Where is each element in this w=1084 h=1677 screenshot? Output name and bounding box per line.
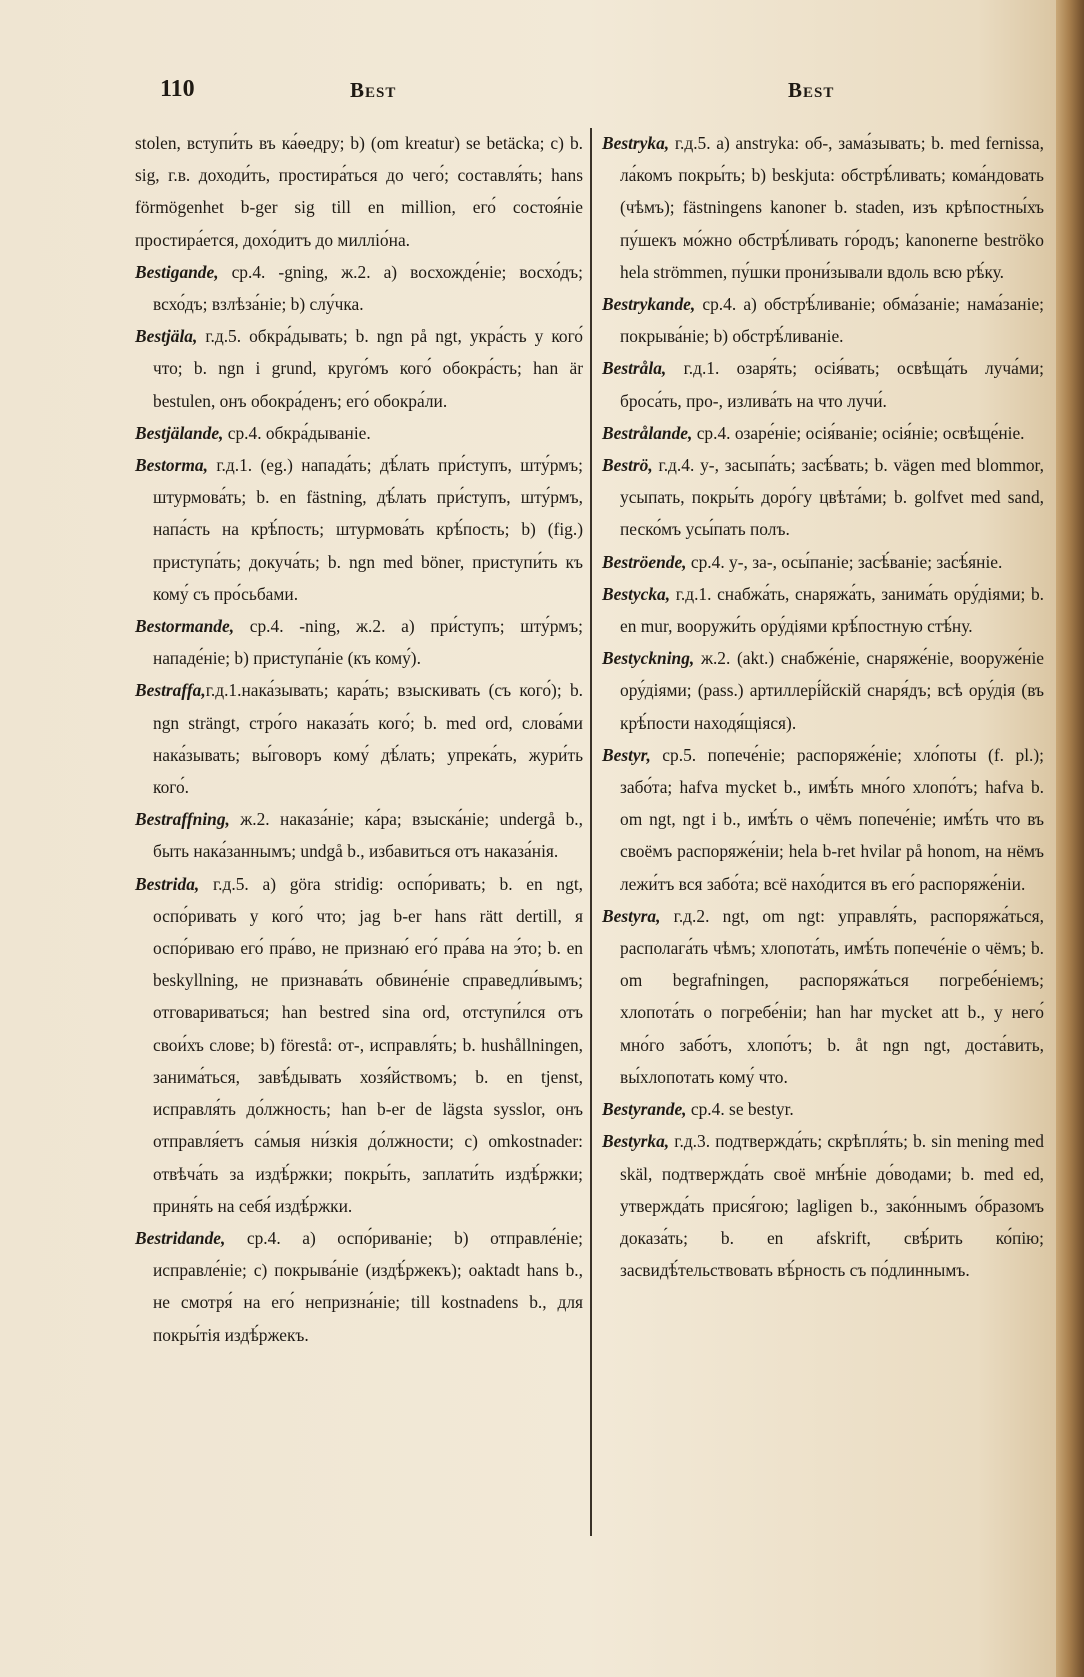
dictionary-entry: Beströ, г.д.4. у-, засыпа́ть; засѣ́вать; b. vägen med blommor, усыпать, покры́ть доро́гу цвѣта́ми; b. golfvet med sand, песко́мъ усы́пать полъ. <box>602 455 1044 540</box>
right-running-head: Best <box>788 78 835 102</box>
left-running-head: Best <box>350 78 397 102</box>
headword: Bestridande, <box>135 1227 226 1248</box>
headword: Bestyr, <box>602 744 651 765</box>
dictionary-entry: Bestjälande, ср.4. обкра́дываніе. <box>135 422 371 443</box>
left-column <box>135 127 583 1351</box>
dictionary-entry: Bestryka, г.д.5. а) anstryka: об-, зама́зывать; b. med fernissa, ла́комъ покры́ть; b) beskjuta: обстрѣ́ливать; кома́ндовать (чѣмъ); fästningens kanoner b. staden, изъ крѣпостны́хъ пу́шекъ мо́жно обстрѣ́ливать го́родъ; kanonerne beströko hela strömmen, пу́шки прони́зывали вдоль всю рѣ́ку. <box>602 133 1044 282</box>
dictionary-entry: Bestyra, г.д.2. ngt, om ngt: управля́ть, распоряжа́ться, располага́ть чѣмъ; хлопота́ть, имѣ́ть попече́ніе о чёмъ; b. om begrafningen, распоряжа́ться погребе́ніемъ; хлопота́ть о погребе́ніи; han har mycket att b., у него́ мно́го забо́тъ, хлопо́тъ; b. åt ngn ngt, доста́вить, вы́хлопотать кому́ что. <box>602 905 1044 1087</box>
headword: Bestyra, <box>602 905 661 926</box>
dictionary-entry: Bestråla, г.д.1. озаря́ть; осія́вать; освѣща́ть луча́ми; броса́ть, про-, излива́ть на что лучи́. <box>602 358 1044 411</box>
headword: Beströende, <box>602 551 687 572</box>
dictionary-entry: Bestrålande, ср.4. озаре́ніе; осія́ваніе; осія́ніе; освѣще́ніе. <box>602 422 1025 443</box>
column-divider <box>590 128 592 1536</box>
headword: Bestigande, <box>135 261 219 282</box>
dictionary-entry: Bestyr, ср.5. попече́ніе; распоряже́ніе; хло́поты (f. pl.); забо́та; hafva mycket b., имѣ́ть мно́го хлопо́тъ; hafva b. om ngt, ngt i b., имѣ́ть о чёмъ попече́ніе; имѣ́ть что въ своёмъ распоряже́ніи; hela b-ret hvilar på honom, на нёмъ лежи́тъ вся забо́та; всё нахо́дится въ его́ распоряже́ніи. <box>602 744 1044 894</box>
dictionary-entry: Beströende, ср.4. у-, за-, осы́паніе; засѣ́ваніе; засѣ́яніе. <box>602 551 1003 572</box>
dictionary-entry: Bestjäla, г.д.5. обкра́дывать; b. ngn på ngt, укра́сть у кого́ что; b. ngn i grund, круго́мъ кого́ обокра́сть; han är bestulen, онъ обокра́денъ; его́ обокра́ли. <box>135 326 583 411</box>
headword: Bestyckning, <box>602 648 695 669</box>
headword: Bestraffning, <box>135 809 230 830</box>
headword: Bestyrka, <box>602 1131 670 1152</box>
dictionary-entry: Bestridande, ср.4. а) оспо́риваніе; b) отправле́ніе; исправле́ніе; c) покрыва́ніе (издѣ́ржекъ); oaktadt hans b., не смотря́ на его́ непризна́ніе; till kostnadens b., для покры́тія издѣ́ржекъ. <box>135 1227 583 1345</box>
dictionary-entry: Bestyrka, г.д.3. подтвержда́ть; скрѣпля́ть; b. sin mening med skäl, подтвержда́ть своё мнѣ́ніе до́водами; b. med ed, утвержда́ть прися́гою; lagligen b., зако́ннымъ о́бразомъ доказа́ть; b. en afskrift, свѣ́рить ко́пію; засвидѣ́тельствовать вѣ́рность съ по́длиннымъ. <box>602 1131 1044 1281</box>
headword: Bestråla, <box>602 358 667 379</box>
dictionary-entry: Bestraffning, ж.2. наказа́ніе; ка́ра; взыска́ніе; undergå b., быть нака́заннымъ; undgå b., избавиться отъ наказа́нія. <box>135 809 583 862</box>
dictionary-entry: Bestrykande, ср.4. а) обстрѣ́ливаніе; обма́заніе; нама́заніе; покрыва́ніе; b) обстрѣ́ливаніе. <box>602 294 1044 347</box>
dictionary-entry: Bestyrande, ср.4. se bestyr. <box>602 1099 794 1120</box>
headword: Bestrida, <box>135 873 200 894</box>
headword: Bestjälande, <box>135 422 224 443</box>
right-column <box>602 127 1044 1286</box>
dictionary-entry: Bestormande, ср.4. -ning, ж.2. а) при́ступъ; шту́рмъ; нападе́ніе; b) приступа́ніе (къ кому́). <box>135 616 583 669</box>
book-spine-edge <box>1056 0 1084 1677</box>
dictionary-entry: Bestrida, г.д.5. а) göra stridig: оспо́ривать; b. en ngt, оспо́ривать у кого́ что; jag b-er hans rätt dertill, я оспо́риваю его́ пра́во, не признаю́ его́ пра́ва на э́то; b. en beskyllning, не признава́ть обвине́ніе справедли́вымъ; отговариваться; han bestred sina ord, отступи́лся отъ свои́хъ слове; b) förestå: от-, исправля́ть; b. hushållningen, занима́ться, завѣ́дывать хозя́йствомъ; b. en tjenst, исправля́ть до́лжность; han b-er de lägsta sysslor, онъ отправля́етъ са́мыя ни́зкія до́лжности; c) omkostnader: отвѣча́ть за издѣ́ржки; покры́ть, заплати́ть издѣ́ржки; приня́ть на себя́ издѣ́ржки. <box>135 873 583 1216</box>
dictionary-entry: Bestycka, г.д.1. снабжа́ть, снаряжа́ть, занима́ть ору́діями; b. en mur, вооружи́ть ору́діями крѣ́постную стѣ́ну. <box>602 583 1044 637</box>
dictionary-entry: Bestraffa,г.д.1.нака́зывать; кара́ть; взыскивать (съ кого́); b. ngn strängt, стро́го наказа́ть кого́; b. med ord, слова́ми нака́зывать; вы́говоръ кому́ дѣ́лать; упрека́ть, жури́ть кого́. <box>135 680 583 798</box>
headword: Beströ, <box>602 455 653 476</box>
dictionary-entry: Bestyckning, ж.2. (akt.) снабже́ніе, снаряже́ніе, вооруже́ніе ору́діями; (pass.) артиллері́йскій снаря́дъ; всѣ ору́дія (въ крѣ́пости находя́щіяся). <box>602 648 1044 733</box>
headword: Bestjäla, <box>135 326 198 347</box>
headword: Bestormande, <box>135 616 235 637</box>
page-number: 110 <box>160 76 195 102</box>
dictionary-entry: Bestorma, г.д.1. (eg.) напада́ть; дѣ́лать при́ступъ, шту́рмъ; штурмова́ть; b. en fästning, дѣ́лать при́ступъ, шту́рмъ, напа́сть на крѣ́пость; штурмова́ть крѣ́пость; b) (fig.) приступа́ть; докуча́ть; b. ngn med böner, приступи́ть къ кому́ съ про́сьбами. <box>135 455 583 604</box>
headword: Bestrålande, <box>602 422 693 443</box>
headword: Bestraffa, <box>135 680 206 701</box>
headword: Bestycka, <box>602 583 671 604</box>
headword: Bestryka, <box>602 133 670 153</box>
page-header <box>160 76 850 116</box>
headword: Bestorma, <box>135 455 208 476</box>
headword: Bestrykande, <box>602 294 696 315</box>
headword: Bestyrande, <box>602 1099 687 1120</box>
dictionary-entry: Bestigande, ср.4. -gning, ж.2. а) восхожде́ніе; восхо́дъ; всхо́дъ; взлѣза́ніе; b) слу́чка. <box>135 261 583 315</box>
dictionary-entry: stolen, вступи́ть въ ка́ѳедру; b) (om kreatur) se betäcka; c) b. sig, г.в. доходи́ть, простира́ться до чего́; составля́ть; hans förmögenhet b-ger sig till en million, его́ состоя́ніе простира́ется, дохо́дитъ до милліо́на. <box>135 133 583 250</box>
